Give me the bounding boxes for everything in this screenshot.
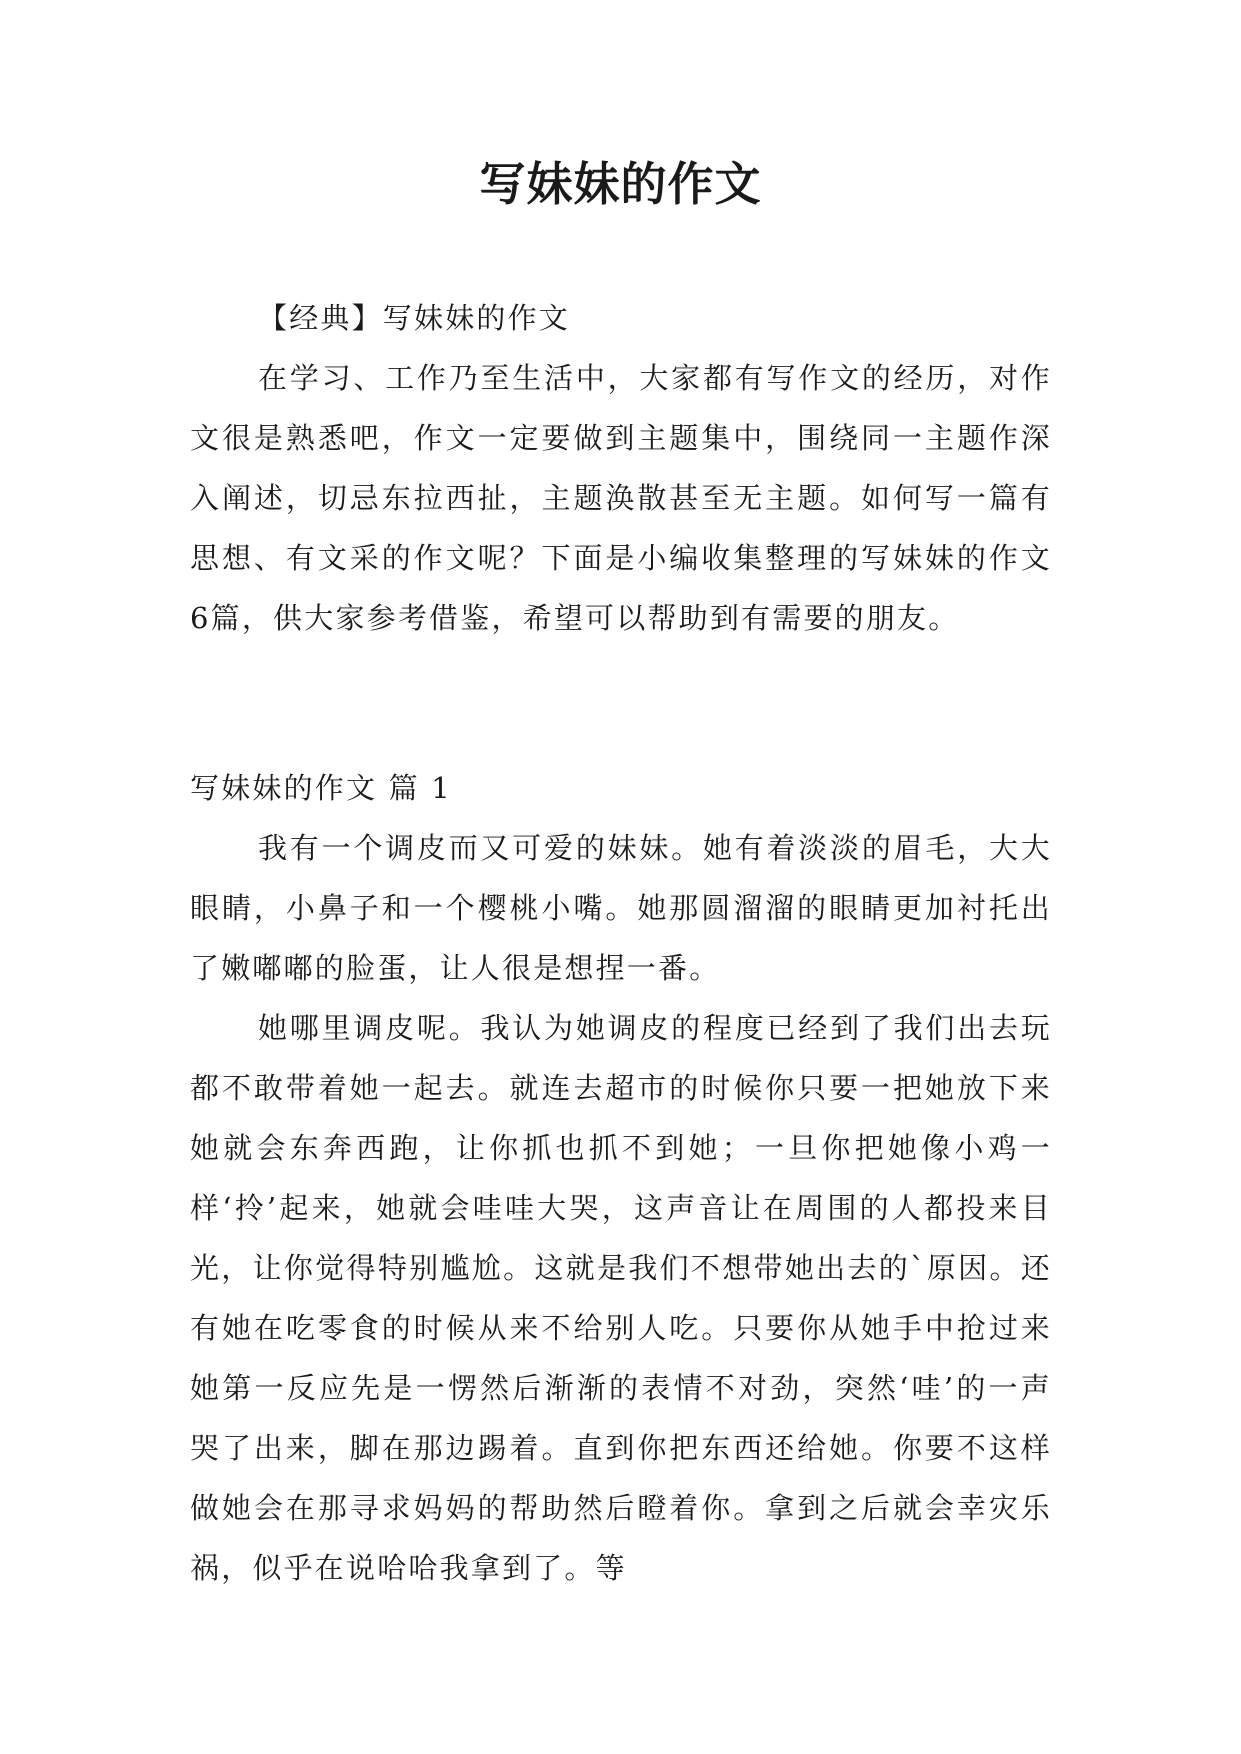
intro-paragraph: 在学习、工作乃至生活中，大家都有写作文的经历，对作文很是熟悉吧，作文一定要做到主题集中，围绕同一主题作深入阐述，切忌东拉西扯，主题涣散甚至无主题。如何写一篇有思想、有文采的作文呢？下面是小编收集整理的写妹妹的作文6篇，供大家参考借鉴，希望可以帮助到有需要的朋友。: [190, 361, 1052, 635]
document-title: 写妹妹的作文: [479, 157, 762, 211]
body-paragraph: 她哪里调皮呢。我认为她调皮的程度已经到了我们出去玩都不敢带着她一起去。就连去超市的时候你只要一把她放下来她就会东奔西跑，让你抓也抓不到她；一旦你把她像小鸡一样‘拎’起来，她就会哇哇大哭，这声音让在周围的人都投来目光，让你觉得特别尴尬。这就是我们不想带她出去的`原因。还有她在吃零食的时候从来不给别人吃。只要你从她手中抢过来她第一反应先是一愣然后渐渐的表情不对劲，突然‘哇’的一声哭了出来，脚在那边踢着。直到你把东西还给她。你要不这样做她会在那寻求妈妈的帮助然后瞪着你。拿到之后就会幸灾乐祸，似乎在说哈哈我拿到了。等: [190, 1011, 1052, 1585]
document-subtitle: 【经典】写妹妹的作文: [258, 301, 571, 335]
body-paragraph: 我有一个调皮而又可爱的妹妹。她有着淡淡的眉毛，大大眼睛，小鼻子和一个樱桃小嘴。她那圆溜溜的眼睛更加衬托出了嫩嘟嘟的脸蛋，让人很是想捏一番。: [190, 831, 1052, 985]
section-heading: 写妹妹的作文 篇 1: [190, 771, 452, 805]
